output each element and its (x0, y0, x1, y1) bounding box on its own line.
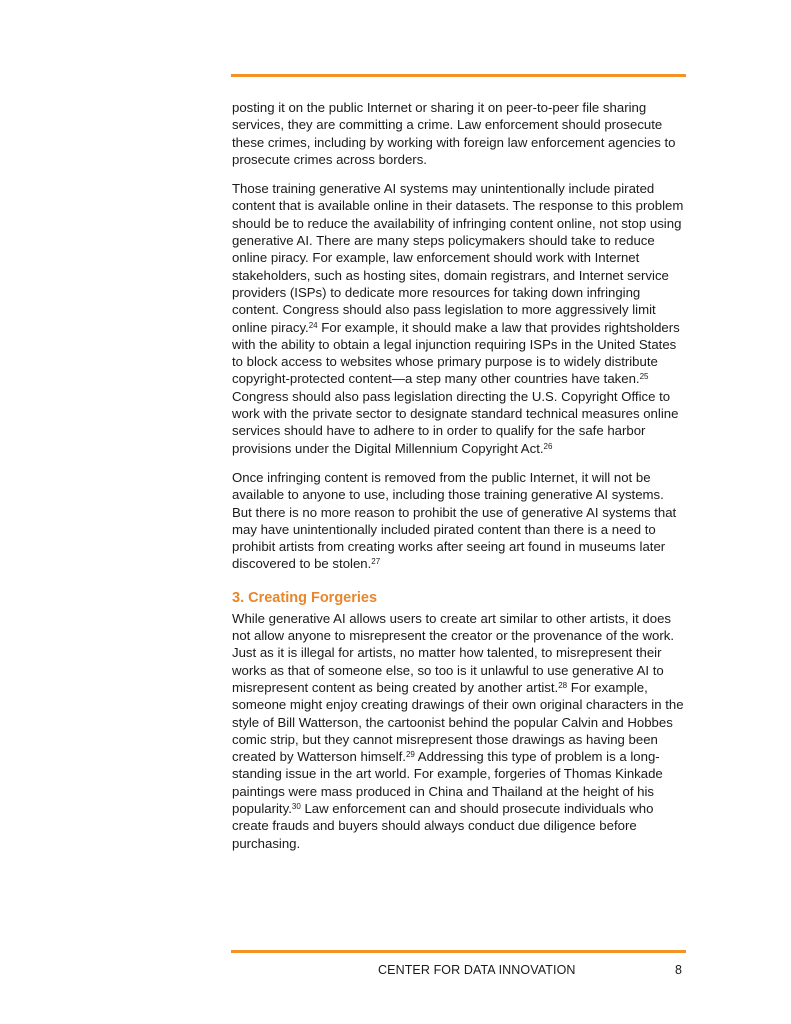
footnote-ref[interactable]: 28 (558, 680, 568, 690)
paragraph: While generative AI allows users to create art similar to other artists, it does not allow anyone to misrepresent the creator or the provenance of the work. Just as it is illegal for artists, no matter how talented, to misrepresent their works as that of someone else, so too is it unlawful to use generative AI to misrepresent content as being created by another artist.$^{28}$ For example, someone might enjoy creating drawings of their own original characters in the style of Bill Watterson, the cartoonist behind the popular Calvin and Hobbes comic strip, but they cannot misrepresent those drawings as having been created by Watterson himself.$^{29}$ Addressing this type of problem is a long-standing issue in the art world. For example, forgeries of Thomas Kinkade paintings were mass produced in China and Thailand at the height of his popularity.$^{30}$ Law enforcement can and should prosecute individuals who create frauds and buyers should always conduct due diligence before purchasing. (232, 610, 684, 851)
section-heading: 3. Creating Forgeries (232, 589, 378, 606)
paragraph: posting it on the public Internet or sharing it on peer-to-peer file sharing services, they are committing a crime. Law enforcement should prosecute these crimes, including by working with foreign law enforcement agencies to prosecute crimes across borders. (232, 100, 676, 167)
document-body (232, 99, 687, 864)
footnote-ref[interactable]: 24 (308, 320, 318, 330)
footer-rule (231, 950, 686, 953)
footnote-ref[interactable]: 26 (543, 441, 553, 451)
footer-org-name: CENTER FOR DATA INNOVATION (378, 963, 576, 977)
header-rule (231, 74, 686, 77)
footnote-ref[interactable]: 29 (405, 750, 415, 760)
footnote-ref[interactable]: 25 (639, 372, 649, 382)
page-footer (231, 962, 686, 978)
footnote-ref[interactable]: 30 (291, 801, 301, 811)
paragraph: Those training generative AI systems may unintentionally include pirated content that is available online in their datasets. The response to this problem should be to reduce the availability of infringing content online, not stop using generative AI. There are many steps policymakers should take to reduce online piracy. For example, law enforcement should work with Internet stakeholders, such as hosting sites, domain registrars, and Internet service providers (ISPs) to dedicate more resources for taking down infringing content. Congress should also pass legislation to more aggressively limit online piracy.$^{24}$ For example, it should make a law that provides rightsholders with the ability to obtain a legal injunction requiring ISPs in the United States to block access to websites whose primary purpose is to widely distribute copyright-protected content—a step many other countries have taken.$^{25}$ Congress should also pass legislation directing the U.S. Copyright Office to work with the private sector to designate standard technical measures online services should have to adhere to in order to qualify for the safe harbor provisions under the Digital Millennium Copyright Act.$^{26}$ (232, 181, 684, 456)
page-number: 8 (675, 963, 682, 977)
paragraph: Once infringing content is removed from the public Internet, it will not be available to anyone to use, including those training generative AI systems. But there is no more reason to prohibit the use of generative AI systems that may have unintentionally included pirated content than there is a need to prohibit artists from creating works after seeing art found in museums later discovered to be stolen.$^{27}$ (232, 469, 677, 572)
footnote-ref[interactable]: 27 (371, 557, 381, 567)
